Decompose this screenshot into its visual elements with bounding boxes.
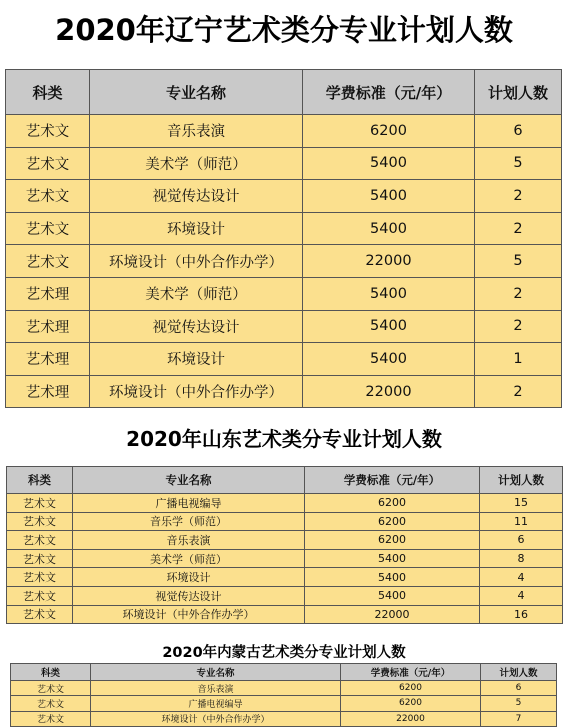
tuition-cell: 6200 (341, 696, 481, 711)
table-row (7, 512, 563, 531)
table-row (7, 549, 563, 568)
tuition-cell: 6200 (305, 512, 480, 531)
header-row (11, 664, 557, 681)
table-row (11, 711, 557, 726)
tuition-cell: 22000 (303, 245, 475, 278)
major-name-cell: 音乐表演 (73, 531, 305, 550)
category-cell: 艺术文 (6, 180, 90, 213)
plan-count-cell: 16 (480, 605, 563, 624)
table-row (6, 212, 562, 245)
tuition-cell: 6200 (305, 494, 480, 513)
major-name-cell: 环境设计（中外合作办学） (90, 245, 303, 278)
major-name-cell: 环境设计（中外合作办学） (91, 711, 341, 726)
plan-count-cell: 1 (475, 343, 562, 376)
plan-count-cell: 5 (481, 696, 557, 711)
tuition-cell: 22000 (303, 375, 475, 408)
header-plan-count: 计划人数 (475, 70, 562, 115)
major-name-cell: 美术学（师范） (90, 277, 303, 310)
category-cell: 艺术文 (7, 586, 73, 605)
category-cell: 艺术理 (6, 277, 90, 310)
liaoning-title: 2020年辽宁艺术类分专业计划人数 (55, 13, 513, 47)
header-tuition: 学费标准（元/年） (303, 70, 475, 115)
liaoning-table (5, 69, 562, 408)
table-row (6, 375, 562, 408)
header-category: 科类 (6, 70, 90, 115)
tuition-cell: 5400 (303, 147, 475, 180)
major-name-cell: 广播电视编导 (73, 494, 305, 513)
neimenggu-table (10, 663, 557, 727)
major-name-cell: 环境设计 (73, 568, 305, 587)
table-row (6, 310, 562, 343)
header-tuition: 学费标准（元/年） (341, 664, 481, 681)
shandong-table (6, 466, 563, 624)
category-cell: 艺术理 (6, 310, 90, 343)
major-name-cell: 音乐表演 (91, 681, 341, 696)
plan-count-cell: 11 (480, 512, 563, 531)
table-row (7, 531, 563, 550)
plan-count-cell: 2 (475, 375, 562, 408)
category-cell: 艺术文 (6, 115, 90, 148)
category-cell: 艺术文 (6, 245, 90, 278)
plan-count-cell: 5 (475, 245, 562, 278)
plan-count-cell: 2 (475, 180, 562, 213)
major-name-cell: 环境设计（中外合作办学） (90, 375, 303, 408)
table-row (7, 586, 563, 605)
category-cell: 艺术文 (6, 212, 90, 245)
header-category: 科类 (7, 467, 73, 494)
table-row (11, 681, 557, 696)
table-row (7, 494, 563, 513)
major-name-cell: 视觉传达设计 (90, 180, 303, 213)
category-cell: 艺术文 (7, 531, 73, 550)
major-name-cell: 视觉传达设计 (90, 310, 303, 343)
major-name-cell: 美术学（师范） (90, 147, 303, 180)
tuition-cell: 5400 (303, 310, 475, 343)
tuition-cell: 5400 (305, 549, 480, 568)
category-cell: 艺术文 (11, 711, 91, 726)
header-major-name: 专业名称 (90, 70, 303, 115)
header-row (7, 467, 563, 494)
tuition-cell: 6200 (305, 531, 480, 550)
category-cell: 艺术理 (6, 375, 90, 408)
plan-count-cell: 7 (481, 711, 557, 726)
tuition-cell: 22000 (341, 711, 481, 726)
table-row (7, 568, 563, 587)
plan-count-cell: 4 (480, 586, 563, 605)
tuition-cell: 5400 (303, 277, 475, 310)
tuition-cell: 22000 (305, 605, 480, 624)
major-name-cell: 音乐学（师范） (73, 512, 305, 531)
header-tuition: 学费标准（元/年） (305, 467, 480, 494)
major-name-cell: 音乐表演 (90, 115, 303, 148)
plan-count-cell: 2 (475, 212, 562, 245)
header-major-name: 专业名称 (73, 467, 305, 494)
header-plan-count: 计划人数 (480, 467, 563, 494)
tuition-cell: 5400 (305, 586, 480, 605)
table-row (6, 343, 562, 376)
major-name-cell: 视觉传达设计 (73, 586, 305, 605)
category-cell: 艺术文 (11, 696, 91, 711)
tuition-cell: 6200 (303, 115, 475, 148)
major-name-cell: 环境设计 (90, 343, 303, 376)
major-name-cell: 美术学（师范） (73, 549, 305, 568)
plan-count-cell: 4 (480, 568, 563, 587)
plan-count-cell: 5 (475, 147, 562, 180)
header-plan-count: 计划人数 (481, 664, 557, 681)
plan-count-cell: 15 (480, 494, 563, 513)
table-row (11, 696, 557, 711)
header-major-name: 专业名称 (91, 664, 341, 681)
neimenggu-title: 2020年内蒙古艺术类分专业计划人数 (162, 645, 406, 661)
tuition-cell: 6200 (341, 681, 481, 696)
category-cell: 艺术文 (7, 512, 73, 531)
shandong-title: 2020年山东艺术类分专业计划人数 (126, 427, 442, 451)
major-name-cell: 广播电视编导 (91, 696, 341, 711)
table-row (6, 115, 562, 148)
category-cell: 艺术文 (11, 681, 91, 696)
major-name-cell: 环境设计 (90, 212, 303, 245)
table-row (6, 147, 562, 180)
category-cell: 艺术文 (7, 494, 73, 513)
plan-count-cell: 8 (480, 549, 563, 568)
plan-count-cell: 2 (475, 277, 562, 310)
category-cell: 艺术文 (6, 147, 90, 180)
major-name-cell: 环境设计（中外合作办学） (73, 605, 305, 624)
category-cell: 艺术文 (7, 549, 73, 568)
tuition-cell: 5400 (303, 212, 475, 245)
plan-count-cell: 6 (481, 681, 557, 696)
table-row (6, 245, 562, 278)
tuition-cell: 5400 (305, 568, 480, 587)
tuition-cell: 5400 (303, 343, 475, 376)
table-row (6, 180, 562, 213)
tuition-cell: 5400 (303, 180, 475, 213)
table-row (6, 277, 562, 310)
plan-count-cell: 2 (475, 310, 562, 343)
category-cell: 艺术理 (6, 343, 90, 376)
plan-count-cell: 6 (480, 531, 563, 550)
table-row (7, 605, 563, 624)
header-row (6, 70, 562, 115)
category-cell: 艺术文 (7, 605, 73, 624)
plan-count-cell: 6 (475, 115, 562, 148)
header-category: 科类 (11, 664, 91, 681)
category-cell: 艺术文 (7, 568, 73, 587)
